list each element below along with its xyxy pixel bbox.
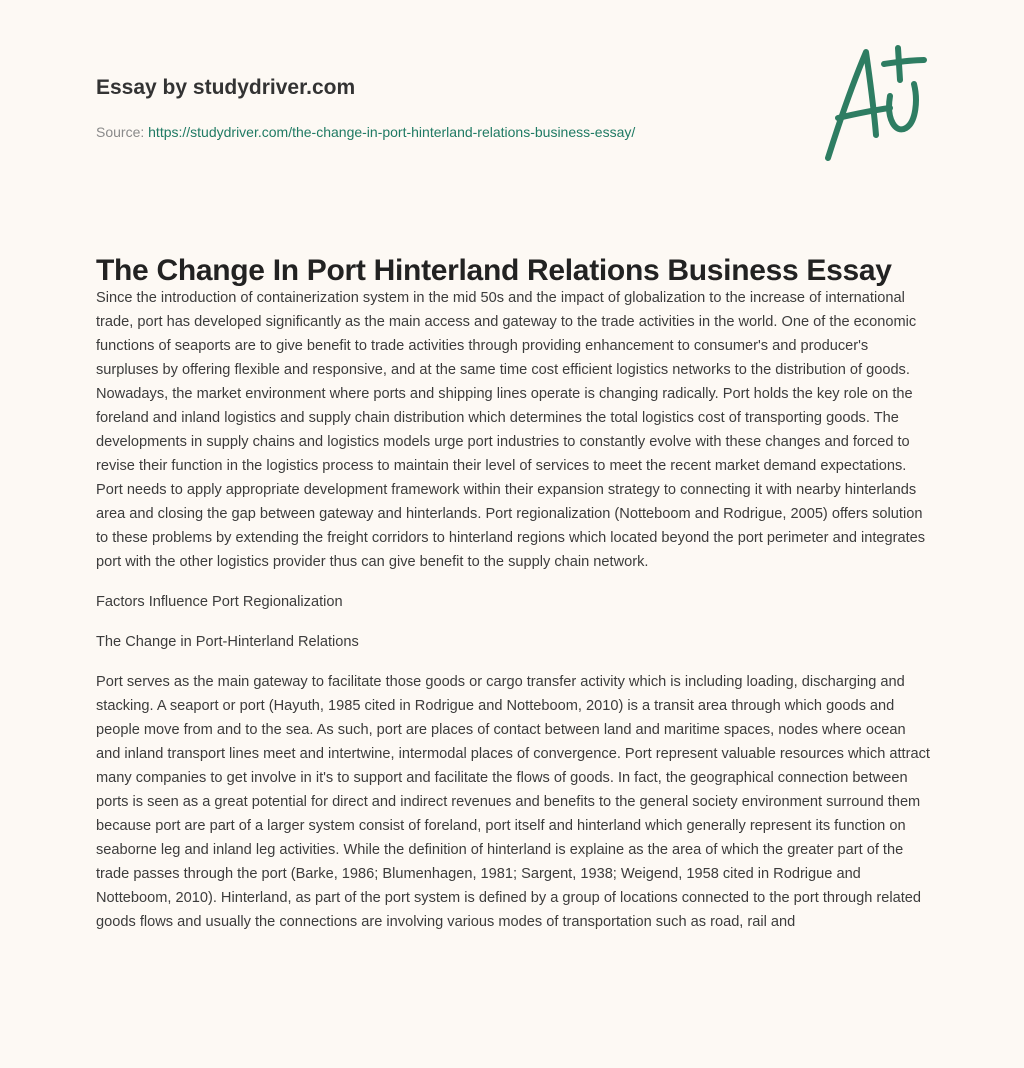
essay-paragraph: Since the introduction of containerization system in the mid 50s and the impact of globalization to the increase of international trade, port has developed significantly as the main access and gateway to the trade activities in the world. One of the economic functions of seaports are to give benefit to trade activities through providing enhancement to consumer's and producer's surpluses by offering flexible and responsive, and at the same time cost efficient logistics networks to the distribution of goods. Nowadays, the market environment where ports and shipping lines operate is changing radically. Port holds the key role on the foreland and inland logistics and supply chain distribution which determines the total logistics cost of transporting goods. The developments in supply chains and logistics models urge port industries to constantly evolve with these changes and forced to revise their function in the logistics process to maintain their level of services to meet the recent market demand expectations. Port needs to apply appropriate development framework within their expansion strategy to connecting it with nearby hinterlands area and closing the gap between gateway and hinterlands. Port regionalization (Notteboom and Rodrigue, 2005) offers solution to these problems by extending the freight corridors to hinterland regions which located beyond the port perimeter and integrates port with the other logistics provider thus can give benefit to the supply chain network. [96,290,926,570]
section-heading: Factors Influence Port Regionalization [96,594,343,610]
source-line [96,124,635,140]
a-plus-logo-icon [820,40,930,165]
essay-title: The Change In Port Hinterland Relations Business Essay [96,254,892,287]
source-link[interactable]: https://studydriver.com/the-change-in-port-hinterland-relations-business-essay/ [148,124,636,140]
essay-body [96,286,932,950]
essay-paragraph: Port serves as the main gateway to facilitate those goods or cargo transfer activity which is including loading, discharging and stacking. A seaport or port (Hayuth, 1985 cited in Rodrigue and Notteboom, 2010) is a transit area through which goods and people move from and to the sea. As such, port are places of contact between land and maritime spaces, nodes where ocean and inland transport lines meet and intertwine, intermodal places of convergence. Port represent valuable resources which attract many companies to get involve in it's to support and facilitate the flows of goods. In fact, the geographical connection between ports is seen as a great potential for direct and indirect revenues and benefits to the general society environment surround them because port are part of a larger system consist of foreland, port itself and hinterland which generally represent its function on seaborne leg and inland leg activities. While the definition of hinterland is explaine as the area of which the greater part of the trade passes through the port (Barke, 1986; Blumenhagen, 1981; Sargent, 1938; Weigend, 1958 cited in Rodrigue and Notteboom, 2010). Hinterland, as part of the port system is defined by a group of locations connected to the port through related goods flows and usually the connections are involving various modes of transportation such as road, rail and [96,674,930,930]
section-heading: The Change in Port-Hinterland Relations [96,634,359,650]
site-title: Essay by studydriver.com [96,76,356,99]
source-label: Source: [96,124,145,140]
